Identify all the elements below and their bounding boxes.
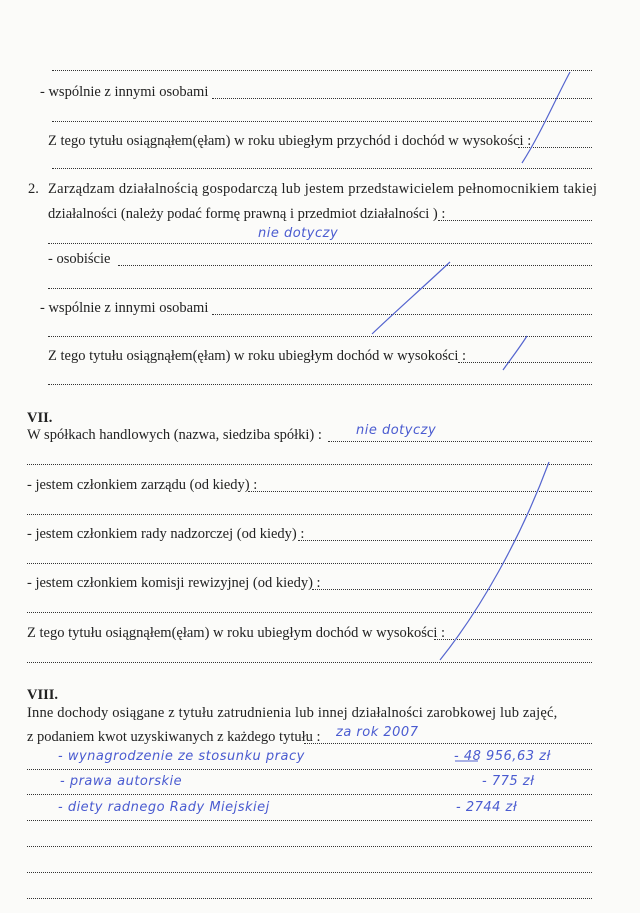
income-entry-label: - prawa autorskie xyxy=(60,774,183,789)
companies-label: W spółkach handlowych (nazwa, siedziba spółki) : xyxy=(27,427,322,443)
income-label: Z tego tytułu osiągnąłem(ęłam) w roku ubiegłym przychód i dochód w wysokości : xyxy=(48,133,532,149)
income-entry-label: - wynagrodzenie ze stosunku pracy xyxy=(58,749,305,764)
income-entry-amount: - 2744 zł xyxy=(456,800,518,815)
income-entry-label: - diety radnego Rady Miejskiej xyxy=(58,800,270,815)
personally-label: - osobiście xyxy=(48,251,111,267)
supervisory-board-label: - jestem członkiem rady nadzorczej (od kiedy) : xyxy=(27,526,305,542)
handwritten-not-applicable: nie dotyczy xyxy=(258,226,339,241)
jointly-label-2: - wspólnie z innymi osobami xyxy=(40,300,209,316)
business-line-1: Zarządzam działalnością gospodarczą lub jestem przedstawicielem pełnomocnikiem takiej xyxy=(48,181,598,197)
item-number: 2. xyxy=(28,181,39,197)
income-label-2: Z tego tytułu osiągnąłem(ęłam) w roku ubiegłym dochód w wysokości : xyxy=(48,348,467,364)
strike-stroke xyxy=(372,262,450,334)
section-heading-viii: VIII. xyxy=(27,687,59,703)
income-label-3: Z tego tytułu osiągnąłem(ęłam) w roku ubiegłym dochód w wysokości : xyxy=(27,625,446,641)
other-income-line-2: z podaniem kwot uzyskiwanych z każdego tytułu : xyxy=(27,729,321,745)
audit-committee-label: - jestem członkiem komisji rewizyjnej (od kiedy) : xyxy=(27,575,321,591)
jointly-label: - wspólnie z innymi osobami xyxy=(40,84,209,100)
other-income-line-1: Inne dochody osiągane z tytułu zatrudnienia lub innej działalności zarobkowej lub zajęć, xyxy=(27,705,558,721)
strike-stroke xyxy=(522,72,570,163)
strike-stroke xyxy=(440,462,549,660)
business-line-2: działalności (należy podać formę prawną i przedmiot działalności ) : xyxy=(48,206,446,222)
board-member-label: - jestem członkiem zarządu (od kiedy) : xyxy=(27,477,258,493)
handwritten-not-applicable-2: nie dotyczy xyxy=(356,423,437,438)
section-heading-vii: VII. xyxy=(27,410,53,426)
handwritten-year: za rok 2007 xyxy=(336,725,419,740)
strike-stroke xyxy=(503,336,527,370)
income-entry-amount: - 48 956,63 zł xyxy=(454,749,551,764)
income-entry-amount: - 775 zł xyxy=(482,774,535,789)
